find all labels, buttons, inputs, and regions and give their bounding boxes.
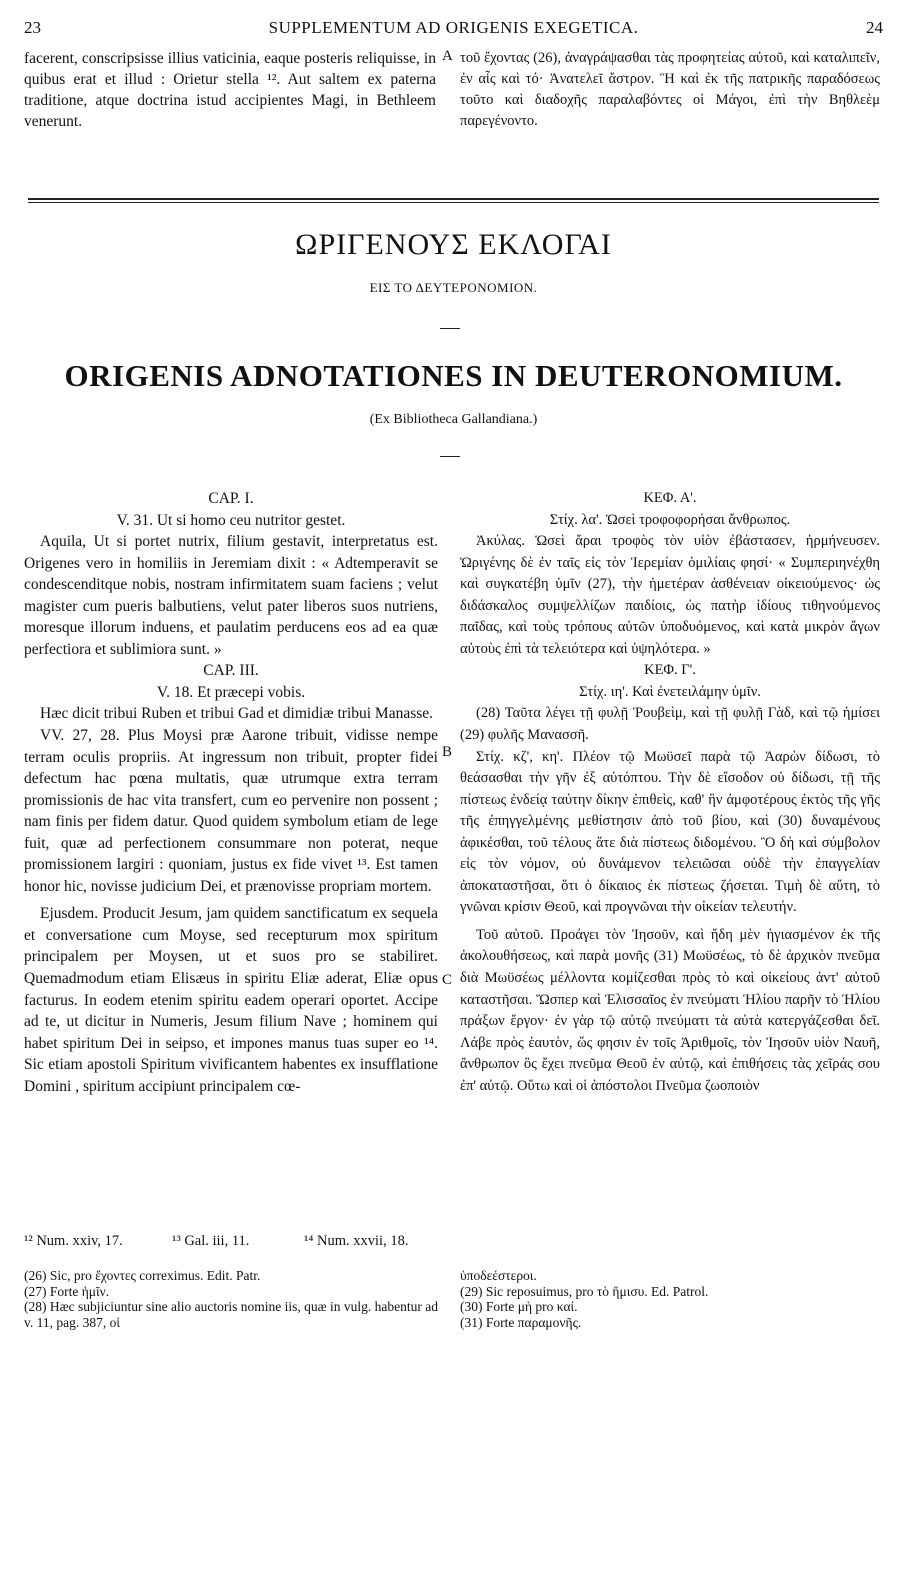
section-divider [28, 198, 879, 200]
footnote: (30) Forte μὴ pro καί. [460, 1299, 578, 1314]
paragraph: Στίχ. κζ', κη'. Πλέον τῷ Μωϋσεῖ παρὰ τῷ Ἀαρὼν δίδωσι, τὸ θεάσασθαι τὴν γῆν ἐξ αὐτόπτου. Τὴν δὲ εἴσοδον οὐ δίδωσι, τῇ τῆς πίστεως ἐνδείᾳ ταύτην δίκην ἐπιθεὶς, καθ' ἣν ἀμφοτέρους ἐκτὸς τῆς γῆς τῆς ἐπηγγελμένης μεθίστησιν ἀπὸ τοῦ βίου, καὶ (30) δυναμένους ἀφικέσθαι, τοῦ τέλους ἅτε διὰ πίστεως διδομένου. Ὃ δὴ καὶ σύμβολον εἰς τὸν νόμον, οὐ δυνάμενον τελειῶσαι οὐδὲ τὴν ἐπαγγελίαν ἀποκαταστῆσαι, ὅτι ὁ δίκαιος ἐκ πίστεως ζήσεται. Τιμὴ δὲ αὕτη, τὸ γνῶναι κρίσιν Θεοῦ, καὶ προγνῶναι τὴν οἰκείαν τελευτήν. [460, 748, 880, 916]
footnote: ὑποδεέστεροι. [460, 1268, 537, 1283]
paragraph: Hæc dicit tribui Ruben et tribui Gad et dimidiæ tribui Manasse. [40, 705, 434, 723]
paragraph: VV. 27, 28. Plus Moysi præ Aarone tribuit, vidisse nempe terram oculis propriis. At ingressum non tribuit, propter fidei defectum hac pœna multatis, quæ utrumque extra terram promissionis de hac vita transfert, cum eo pervenire non possent ; nam finis per fidem datur. Quod quidem symbolum etiam de lege fuit, quæ ad perfectionem consummare non poterat, neque promissionem largiri : quoniam, justus ex fide vivet ¹³. Est tamen honor hic, novisse judicium Dei, et prænovisse propriam mortem. [24, 727, 438, 895]
footnote: (31) Forte παραμονῆς. [460, 1314, 582, 1330]
chapter-heading: CAP. III. [203, 662, 259, 680]
latin-subtitle: (Ex Bibliotheca Gallandiana.) [369, 412, 538, 427]
greek-subtitle: ΕΙΣ ΤΟ ΔΕΥΤΕΡΟΝΟΜΙΟΝ. [369, 280, 538, 295]
chapter-heading: ΚΕΦ. Γ'. [644, 662, 696, 679]
title-dash [440, 328, 460, 329]
chapter-heading: ΚΕΦ. Α'. [643, 490, 697, 506]
latin-column [24, 488, 438, 1097]
subtitle-dash [440, 456, 460, 457]
top-right-paragraph: τοῦ ἔχοντας (26), ἀναγράψασθαι τὰς προφητείας αὐτοῦ, καὶ καταλιπεῖν, ἐν αἷς καὶ τό· Ἀνατελεῖ ἄστρον. Ἢ καὶ ἐκ τῆς πατρικῆς παραδόσεως τοῦτο καὶ διαδοχῆς παραλαβόντες οἱ Μάγοι, ἐπὶ τὴν Βηθλεὲμ παρεγένοντο. [460, 50, 880, 129]
scripture-ref: ¹⁴ Num. xxvii, 18. [304, 1233, 409, 1249]
top-left-paragraph: facerent, conscripsisse illius vaticinia, eaque posteris reliquisse, in quibus erat et illud : Orietur stella ¹². Aut saltem ex paterna traditione, atque doctrina istud accipientes Magi, in Bethleem venerunt. [24, 50, 436, 130]
running-header [24, 18, 883, 40]
footnotes-right [460, 1268, 880, 1330]
margin-letter-a: A [442, 48, 453, 64]
chapter-heading: CAP. I. [208, 490, 254, 507]
paragraph: Τοῦ αὐτοῦ. Προάγει τὸν Ἰησοῦν, καὶ ἤδη μὲν ἡγιασμένον ἐκ τῆς ἀκολουθήσεως, καὶ παρὰ μονῆς (31) Μωϋσέως, τὸ δὲ ἀρχικὸν πνεῦμα διὰ Μωϋσέως μέλλοντα κομίζεσθαι πρὸς τὸ καὶ οἰκείους ἀντ' αὐτοῦ καταστῆσαι. Ὥσπερ καὶ Ἐλισσαῖος ἐν πνεύματι Ἡλίου παρῆν τὸ Ἡλίου πράξων ἔργον· ἐν γὰρ τῷ αὐτῷ πνεύματι τὰ αὐτὰ κατεργάζεσθαι δεῖ. Λάβε πρὸς ἑαυτὸν, ὥς φησιν ἐν τοῖς Ἀριθμοῖς, τὸν Ἰησοῦν υἱὸν Ναυῆ, ἄνθρωπον ὃς ἔχει πνεῦμα Θεοῦ ἐν αὐτῷ, καὶ ἐπιθήσεις τὰς χεῖράς σου ἐπ' αὐτῷ. Οὕτω καὶ οἱ ἀπόστολοι Πνεῦμα ζωοποιὸν [460, 926, 880, 1094]
margin-letter-b: B [442, 744, 453, 760]
verse-heading: Στίχ. ιη'. Καὶ ἐνετειλάμην ὑμῖν. [579, 683, 761, 700]
footnote: (27) Forte ἡμῖν. [24, 1283, 110, 1299]
page-number-left: 23 [24, 18, 41, 37]
paragraph: (28) Ταῦτα λέγει τῇ φυλῇ Ῥουβεὶμ, καὶ τῇ φυλῇ Γὰδ, καὶ τῷ ἡμίσει (29) φυλῆς Μανασσῆ. [460, 705, 880, 744]
scripture-ref: ¹³ Gal. iii, 11. [172, 1233, 250, 1249]
paragraph: Ejusdem. Producit Jesum, jam quidem sanctificatum ex sequela et conversatione cum Moyse, sed recepturum mox spiritum principalem per Moysen, ut et suos pro se stabiliret. Quemadmodum etiam Elisæus in spiritu Eliæ aderat, Eliæ opus facturus. In eodem etenim spiritu eadem operari oportet. Accipe ad te, ut dicitur in Numeris, Jesum filium Nave ; hominem qui habet spiritum Dei in seipso, et impones manus tuas super eo ¹⁴. Sic etiam apostoli Spiritum vivificantem habentes ex insufflatione Domini , spiritum accipiunt principalem cœ- [24, 905, 438, 1095]
footnote: (26) Sic, pro ἔχοντες correximus. Edit. Patr. [24, 1268, 261, 1283]
paragraph: Aquila, Ut si portet nutrix, filium gestavit, interpretatus est. Origenes vero in homiliis in Jeremiam dixit : « Adtemperavit se condescenditque nobis, nostram infirmitatem suam faciens ; velut magister cum pueris balbutiens, velut pater liberos suos nutriens, moresque illorum induens, et paulatim perducens eos ad ea quæ perfectiora et sublimiora sunt. » [24, 533, 438, 658]
verse-heading: Στίχ. λα'. Ὡσεὶ τροφοφορήσαι ἄνθρωπος. [549, 511, 791, 528]
latin-title: ORIGENIS ADNOTATIONES IN DEUTERONOMIUM. [64, 358, 843, 393]
margin-letter-c: C [442, 972, 453, 988]
greek-column [460, 488, 880, 1097]
top-right-column [460, 48, 880, 132]
scripture-ref: ¹² Num. xxiv, 17. [24, 1233, 123, 1249]
paragraph: Ἀκύλας. Ὡσεὶ ἄραι τροφὸς τὸν υἱὸν ἐβάστασεν, ἡρμήνευσεν. Ὠριγένης δὲ ἐν ταῖς εἰς τὸν Ἱερεμίαν ὁμιλίαις φησί· « Συμπεριηνέχθη καὶ συγκατέβη ὑμῖν (27), τὴν ἡμετέραν ἀσθένειαν οἰκειούμενος· ὡς διδάσκαλος συμψελλίζων παιδίοις, ὡς πατὴρ ἰδίους τιθηνούμενος παῖδας, καὶ τοὺς τρόπους αὐτῶν ὑποδυόμενος, καὶ κατὰ μικρὸν ἄγων αὐτοὺς ἐπὶ τὰ τελειότερα καὶ ὑψηλότερα. » [460, 533, 880, 657]
greek-title: ΩΡΙΓΕΝΟΥΣ ΕΚΛΟΓΑΙ [295, 228, 612, 261]
footnotes-left [24, 1268, 438, 1330]
running-title: SUPPLEMENTUM AD ORIGENIS EXEGETICA. [268, 18, 639, 37]
page-number-right: 24 [866, 18, 883, 37]
verse-heading: V. 18. Et præcepi vobis. [156, 683, 306, 701]
footnote: (29) Sic reposuimus, pro τὸ ἥμισυ. Ed. Patrol. [460, 1283, 709, 1299]
verse-heading: V. 31. Ut si homo ceu nutritor gestet. [116, 511, 346, 529]
top-left-column [24, 48, 436, 132]
footnote: (28) Hæc subjiciuntur sine alio auctoris nomine iis, quæ in vulg. habentur ad v. 11, pag. 387, οἱ [24, 1299, 438, 1330]
